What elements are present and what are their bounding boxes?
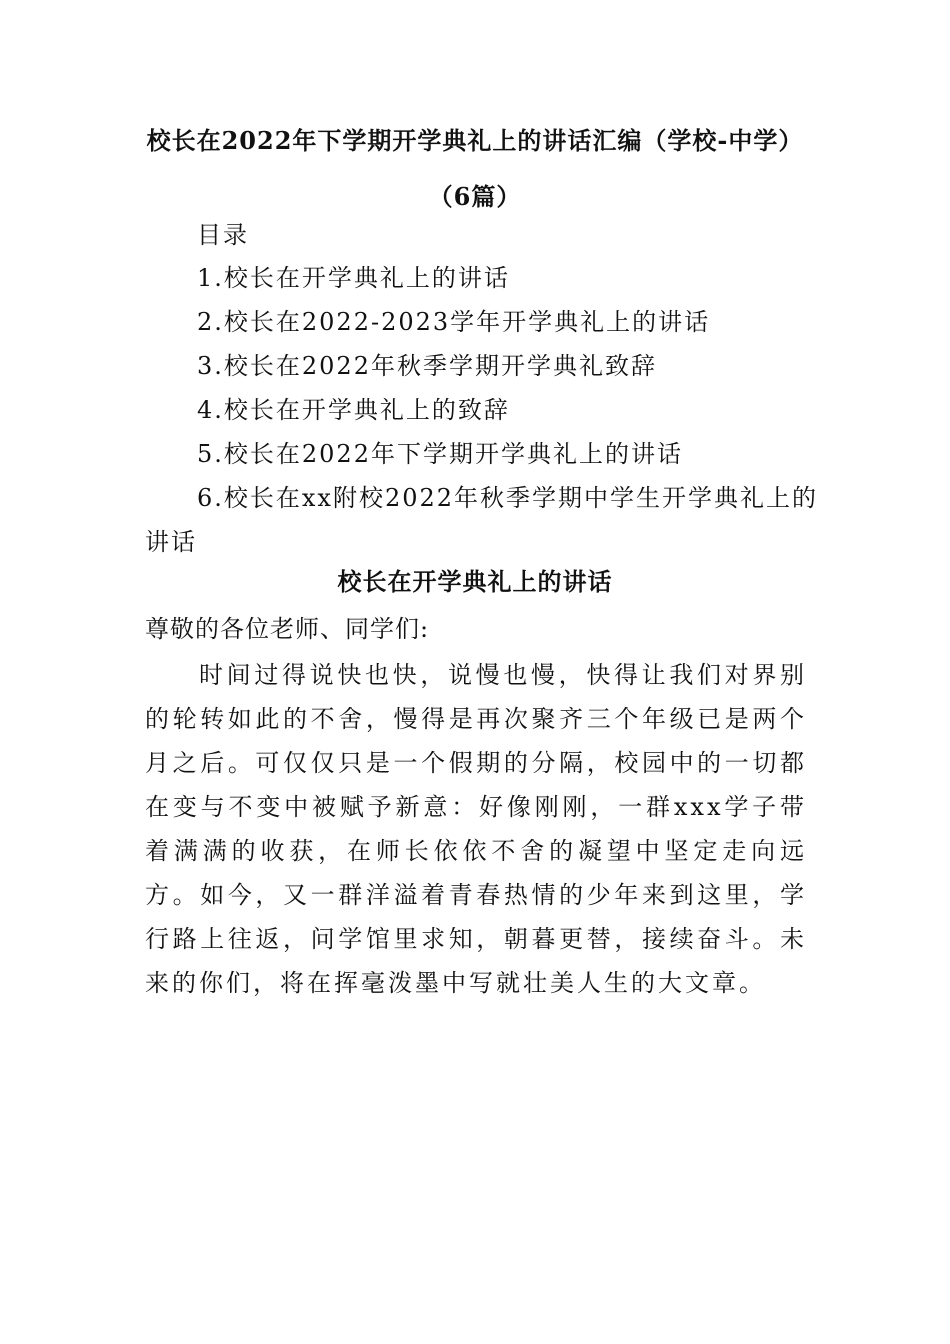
toc-item: 3.校长在2022年秋季学期开学典礼致辞 xyxy=(197,352,657,380)
toc-item: 5.校长在2022年下学期开学典礼上的讲话 xyxy=(197,440,683,468)
speech-greeting: 尊敬的各位老师、同学们: xyxy=(145,615,430,643)
section-title: 校长在开学典礼上的讲话 xyxy=(337,567,613,596)
toc-item: 6.校长在xx附校2022年秋季学期中学生开学典礼上的 xyxy=(197,484,819,512)
toc-item: 2.校长在2022-2023学年开学典礼上的讲话 xyxy=(197,308,711,336)
speech-paragraph: 时间过得说快也快，说慢也慢，快得让我们对界别的轮转如此的不舍，慢得是再次聚齐三个年级已是两个月之后。可仅仅只是一个假期的分隔，校园中的一切都在变与不变中被赋予新意：好像刚刚，一群xxx学子带着满满的收获，在师长依依不舍的凝望中坚定走向远方。如今，又一群洋溢着青春热情的少年来到这里，学行路上往返，问学馆里求知，朝暮更替，接续奋斗。未来的你们，将在挥毫泼墨中写就壮美人生的大文章。 xyxy=(145,661,807,997)
toc-item-continuation: 讲话 xyxy=(145,528,197,556)
toc-item: 4.校长在开学典礼上的致辞 xyxy=(197,396,510,424)
toc-item: 1.校长在开学典礼上的讲话 xyxy=(197,264,510,292)
document-title-count: （6篇） xyxy=(428,182,522,211)
document-title: 校长在2022年下学期开学典礼上的讲话汇编（学校-中学） xyxy=(146,126,804,155)
toc-heading: 目录 xyxy=(197,221,249,249)
